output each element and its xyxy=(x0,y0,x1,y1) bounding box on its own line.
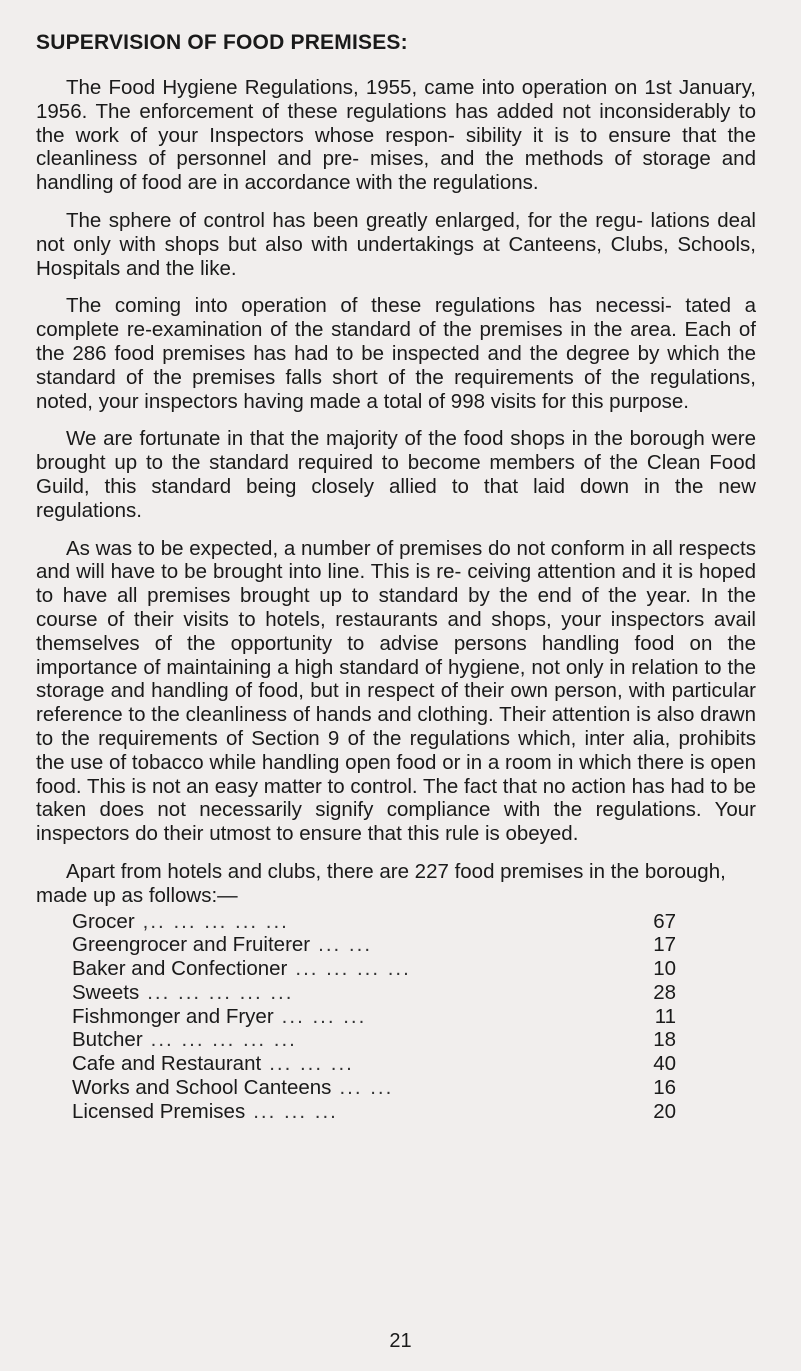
leader-dots: ... ... ... xyxy=(269,1052,354,1076)
paragraph-compliance: As was to be expected, a number of premises do not conform in all respects and will have to be brought into line. This is re- ceiving attention and it is hoped to have all premises brought up to standard by the end of the year. In the course of their visits to hotels, restaurants and shops, your inspectors avail themselves of the opportunity to advise persons handling food on the importance of maintaining a high standard of hygiene, not only in relation to the storage and handling of food, but in respect of their own person, with particular reference to the cleanliness of hands and clothing. Their attention is also drawn to the requirements of Section 9 of the regulations which, inter alia, prohibits the use of tobacco while handling open food or in a room in which there is open food. This is not an easy matter to control. The fact that no action has had to be taken does not necessarily signify compliance with the regulations. Your inspectors do their utmost to ensure that this rule is obeyed. xyxy=(36,536,756,846)
premises-count: 11 xyxy=(654,1004,676,1028)
leader-dots: ... ... ... xyxy=(281,1004,367,1028)
paragraph-premises-summary: Apart from hotels and clubs, there are 227 food premises in the borough, made up as follows:— xyxy=(36,859,726,907)
leader-dots: ... ... xyxy=(339,1076,394,1100)
paragraph-sphere-of-control: The sphere of control has been greatly enlarged, for the regu- lations deal not only with shops but also with undertakings at Canteens, Clubs, Schools, Hospitals and the like. xyxy=(36,208,756,280)
premises-label: Grocer xyxy=(72,909,135,933)
premises-label: Cafe and Restaurant xyxy=(72,1052,262,1076)
premises-label: Butcher xyxy=(72,1028,143,1052)
premises-count: 20 xyxy=(653,1099,676,1123)
section-heading: SUPERVISION OF FOOD PREMISES: xyxy=(36,31,408,54)
page-number: 21 xyxy=(389,1330,412,1352)
table-row xyxy=(72,1100,676,1124)
premises-label: Baker and Confectioner xyxy=(72,957,288,981)
table-row xyxy=(72,910,676,934)
paragraph-re-examination: The coming into operation of these regulations has necessi- tated a complete re-examination of the standard of the premises in the area. Each of the 286 food premises has had to be inspected and the degree by which the standard of the premises falls short of the requirements of the regulations, noted, your inspectors having made a total of 998 visits for this purpose. xyxy=(36,294,756,413)
premises-count: 17 xyxy=(653,933,676,957)
table-row xyxy=(72,933,676,957)
table-row xyxy=(72,1028,676,1052)
leader-dots: ,.. ... ... ... ... xyxy=(142,909,289,933)
table-row xyxy=(72,981,676,1005)
table-row xyxy=(72,1052,676,1076)
premises-table xyxy=(72,910,676,1124)
table-row xyxy=(72,1005,676,1029)
leader-dots: ... ... ... ... ... xyxy=(147,980,294,1004)
premises-label: Greengrocer and Fruiterer xyxy=(72,933,311,957)
premises-label: Fishmonger and Fryer xyxy=(72,1004,274,1028)
leader-dots: ... ... ... ... ... xyxy=(150,1028,297,1052)
document-page xyxy=(36,30,756,1124)
premises-count: 67 xyxy=(653,909,676,933)
leader-dots: ... ... ... ... xyxy=(295,957,411,981)
premises-label: Works and School Canteens xyxy=(72,1076,332,1100)
leader-dots: ... ... ... xyxy=(253,1099,338,1123)
leader-dots: ... ... xyxy=(318,933,373,957)
premises-count: 28 xyxy=(653,980,676,1004)
premises-count: 10 xyxy=(653,957,676,981)
table-row xyxy=(72,1076,676,1100)
premises-label: Sweets xyxy=(72,980,140,1004)
premises-count: 16 xyxy=(653,1076,676,1100)
premises-count: 18 xyxy=(653,1028,676,1052)
paragraph-regulations-intro: The Food Hygiene Regulations, 1955, came into operation on 1st January, 1956. The enforcement of these regulations has added not inconsiderably to the work of your Inspectors whose respon- sibility it is to ensure that the cleanliness of personnel and pre- mises, and the methods of storage and handling of food are in accordance with the regulations. xyxy=(36,76,756,195)
paragraph-clean-food-guild: We are fortunate in that the majority of the food shops in the borough were brought up to the standard required to become members of the Clean Food Guild, this standard being closely allied to that laid down in the new regulations. xyxy=(36,427,756,522)
premises-label: Licensed Premises xyxy=(72,1099,246,1123)
premises-count: 40 xyxy=(653,1052,676,1076)
table-row xyxy=(72,957,676,981)
